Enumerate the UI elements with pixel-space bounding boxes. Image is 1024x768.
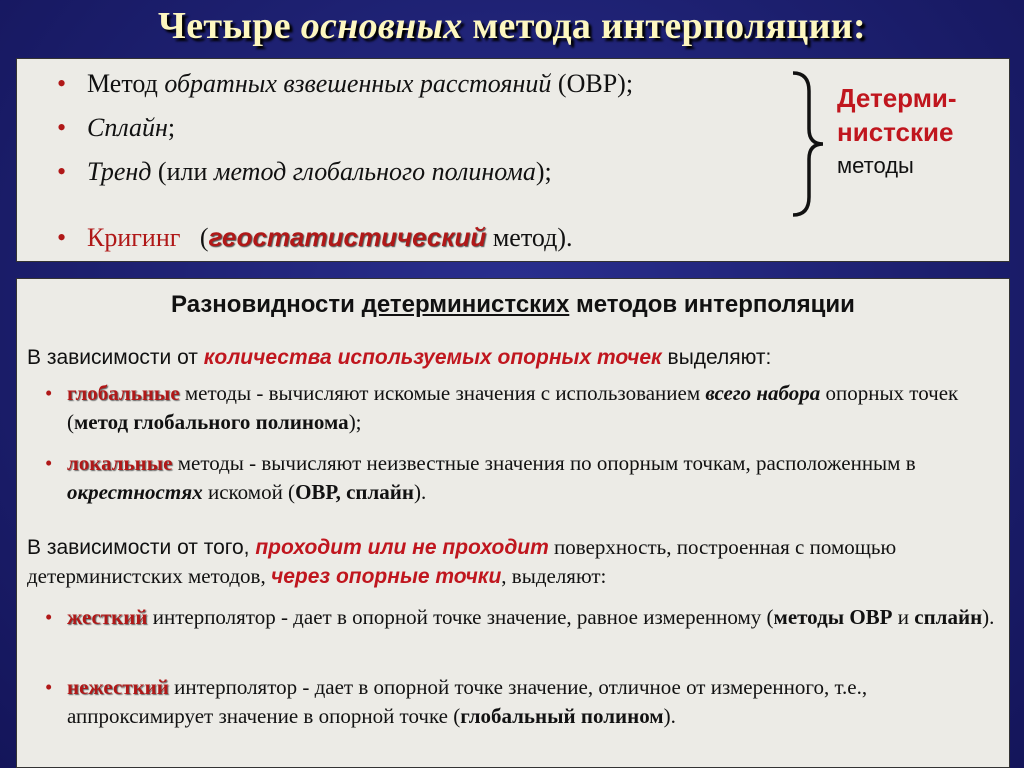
curly-brace-icon bbox=[789, 69, 829, 219]
sub-item-text bbox=[67, 603, 995, 632]
keyword: локальные bbox=[67, 451, 173, 475]
text-emphasis: всего набора bbox=[705, 381, 821, 405]
paragraph-text: В зависимости от bbox=[27, 346, 204, 369]
title-part-3: метода интерполяции: bbox=[462, 5, 866, 47]
text: интерполятор - дает в опорной точке значение, отличное от измеренного, т.е., аппроксимирует значение в опорной точке ( bbox=[67, 675, 868, 728]
deterministic-label-line2: нистские bbox=[837, 117, 954, 147]
geostatistical-label: геостатистический bbox=[208, 222, 487, 252]
slide-title bbox=[0, 4, 1024, 48]
kriging-rest: метод). bbox=[486, 223, 573, 252]
paragraph-pass-through bbox=[27, 533, 1002, 591]
text: интерполятор - дает в опорной точке значение, равное измеренному ( bbox=[147, 605, 774, 629]
bullet-icon: • bbox=[45, 605, 53, 629]
bullet-icon: • bbox=[57, 157, 67, 186]
bullet-icon: • bbox=[45, 451, 53, 475]
method-text: ; bbox=[167, 113, 176, 142]
deterministic-label bbox=[837, 81, 1007, 149]
method-text: Метод bbox=[87, 69, 165, 98]
text: методы - вычисляют неизвестные значения по опорным точкам, расположенным в bbox=[172, 451, 916, 475]
text: ). bbox=[414, 480, 427, 504]
varieties-box bbox=[16, 278, 1010, 768]
text: методы - вычисляют искомые значения с использованием bbox=[179, 381, 706, 405]
sub-item-local bbox=[45, 449, 995, 507]
title-part-2: основных bbox=[300, 5, 463, 47]
text: искомой ( bbox=[202, 480, 296, 504]
title-part-1: Четыре bbox=[158, 5, 301, 47]
bullet-icon: • bbox=[57, 69, 67, 98]
method-text-italic: Сплайн bbox=[87, 113, 168, 142]
text: ); bbox=[348, 410, 362, 434]
keyword: нежесткий bbox=[67, 675, 169, 699]
sub-item-global bbox=[45, 379, 995, 437]
bullet-icon: • bbox=[45, 381, 53, 405]
text-bold: сплайн bbox=[914, 605, 983, 629]
text: ). bbox=[982, 605, 995, 629]
method-text: (или bbox=[151, 157, 214, 186]
kriging-name: Кригинг bbox=[87, 223, 181, 252]
text: и bbox=[892, 605, 915, 629]
sub-item-text bbox=[67, 449, 995, 507]
methods-label: методы bbox=[837, 153, 914, 178]
paragraph-point-count bbox=[27, 343, 1002, 372]
bullet-icon: • bbox=[45, 675, 53, 699]
keyword: жесткий bbox=[67, 605, 148, 629]
method-item-spline bbox=[57, 113, 175, 143]
method-text-italic: Тренд bbox=[87, 157, 152, 186]
methods-box bbox=[16, 58, 1010, 262]
heading-part: методов интерполяции bbox=[569, 291, 855, 318]
text-bold: метод глобального полинома bbox=[74, 410, 349, 434]
heading-part: Разновидности bbox=[171, 291, 362, 318]
sub-item-nonrigid bbox=[45, 673, 995, 731]
bullet-icon: • bbox=[57, 113, 67, 142]
method-text-italic: обратных взвешенных расстояний bbox=[164, 69, 552, 98]
text-bold: ОВР, сплайн bbox=[295, 480, 415, 504]
varieties-heading bbox=[17, 291, 1009, 319]
paragraph-highlight: через опорные точки bbox=[270, 565, 502, 588]
text: опорных точек ( bbox=[67, 381, 959, 434]
method-text: (ОВР); bbox=[551, 69, 634, 98]
sub-item-text bbox=[67, 379, 995, 437]
method-item-ovr bbox=[57, 69, 633, 99]
method-text-italic: метод глобального полинома bbox=[213, 157, 536, 186]
text-bold: методы ОВР bbox=[773, 605, 893, 629]
text-emphasis: окрестностях bbox=[67, 480, 203, 504]
paragraph-text: В зависимости от того, bbox=[27, 536, 256, 559]
paragraph-highlight: количества используемых опорных точек bbox=[203, 346, 662, 369]
paragraph-highlight: проходит или не проходит bbox=[255, 536, 549, 559]
method-item-trend bbox=[57, 157, 552, 187]
text-bold: глобальный полином bbox=[460, 704, 664, 728]
text: ). bbox=[663, 704, 676, 728]
kriging-paren: ( bbox=[180, 223, 209, 252]
sub-item-rigid bbox=[45, 603, 995, 632]
paragraph-text: поверхность, построенная с помощью детерминистских методов, bbox=[27, 535, 897, 588]
keyword: глобальные bbox=[67, 381, 180, 405]
heading-part-underlined: детерминистских bbox=[361, 291, 570, 318]
bullet-icon: • bbox=[57, 223, 67, 252]
method-text: ); bbox=[535, 157, 552, 186]
sub-item-text bbox=[67, 673, 995, 731]
paragraph-text: выделяют: bbox=[661, 346, 772, 369]
method-item-kriging bbox=[57, 222, 572, 253]
deterministic-label-line1: Детерми- bbox=[837, 83, 957, 113]
paragraph-text: , выделяют: bbox=[501, 564, 607, 588]
